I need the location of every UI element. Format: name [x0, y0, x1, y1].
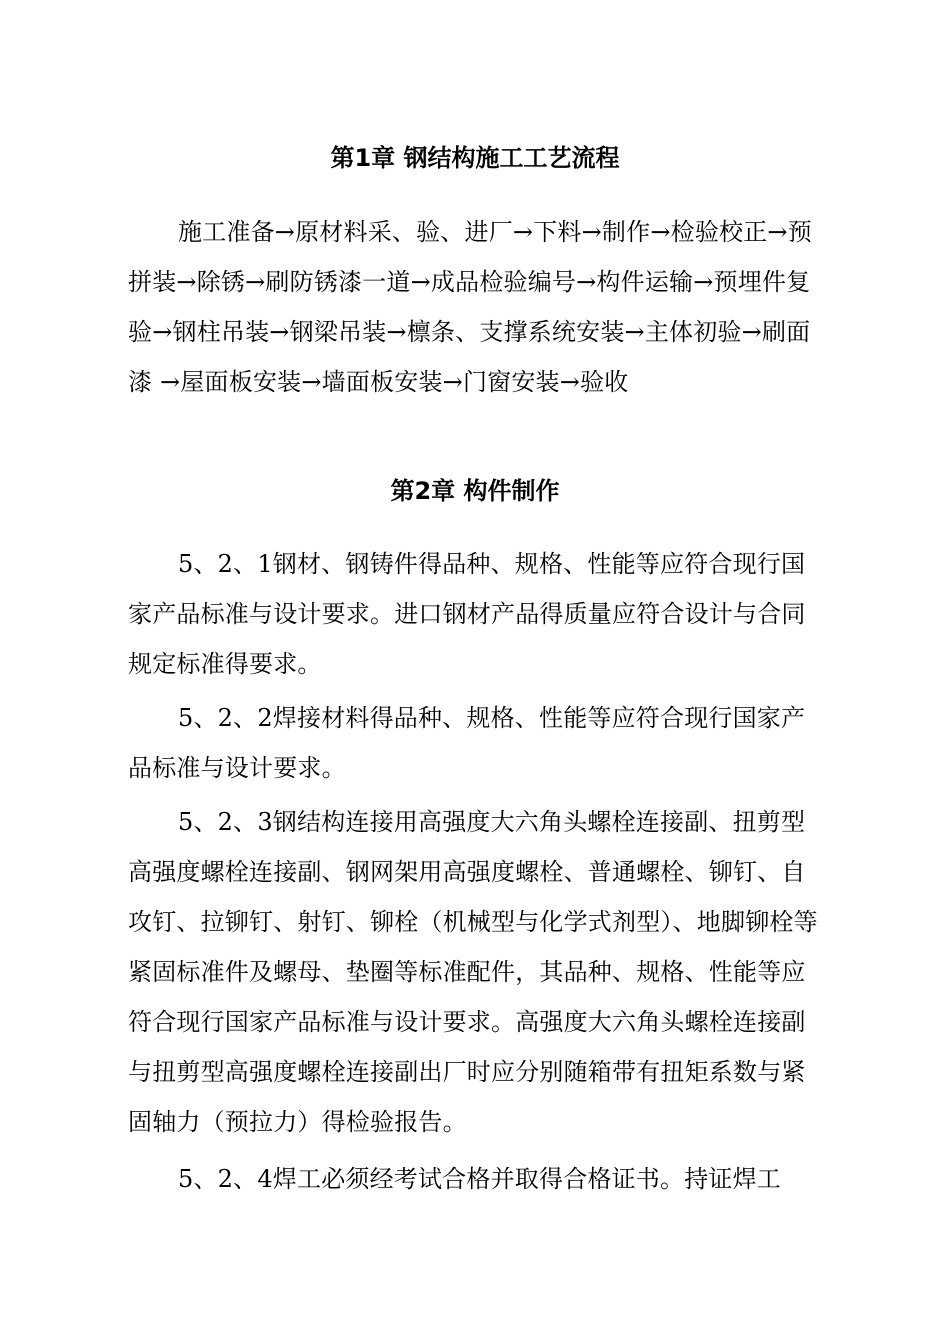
clause-5-2-4: 5、2、4焊工必须经考试合格并取得合格证书。持证焊工: [178, 1165, 782, 1193]
clause-5-2-1: 5、2、1钢材、钢铸件得品种、规格、性能等应符合现行国家产品标准与设计要求。进口钢材产品得质量应符合设计与合同规定标准得要求。: [128, 550, 806, 678]
clause-5-2-2: 5、2、2焊接材料得品种、规格、性能等应符合现行国家产品标准与设计要求。: [128, 704, 806, 782]
chapter-2-title: 第2章 构件制作: [390, 477, 560, 505]
clause-5-2-3: 5、2、3钢结构连接用高强度大六角头螺栓连接副、扭剪型高强度螺栓连接副、钢网架用高强度螺栓、普通螺栓、铆钉、自攻钉、拉铆钉、射钉、铆栓（机械型与化学式剂型）、地脚铆栓等紧固标准件及螺母、垫圈等标准配件，其品种、规格、性能等应符合现行国家产品标准与设计要求。高强度大六角头螺栓连接副与扭剪型高强度螺栓连接副出厂时应分别随箱带有扭矩系数与紧固轴力（预拉力）得检验报告。: [128, 808, 818, 1136]
chapter-1-title: 第1章 钢结构施工工艺流程: [330, 144, 620, 172]
process-flow-paragraph: 施工准备→原材料采、验、进厂→下料→制作→检验校正→预拼装→除锈→刷防锈漆一道→成品检验编号→构件运输→预埋件复验→钢柱吊装→钢梁吊装→檩条、支撑系统安装→主体初验→刷面漆 →屋面板安装→墙面板安装→门窗安装→验收: [128, 218, 812, 396]
